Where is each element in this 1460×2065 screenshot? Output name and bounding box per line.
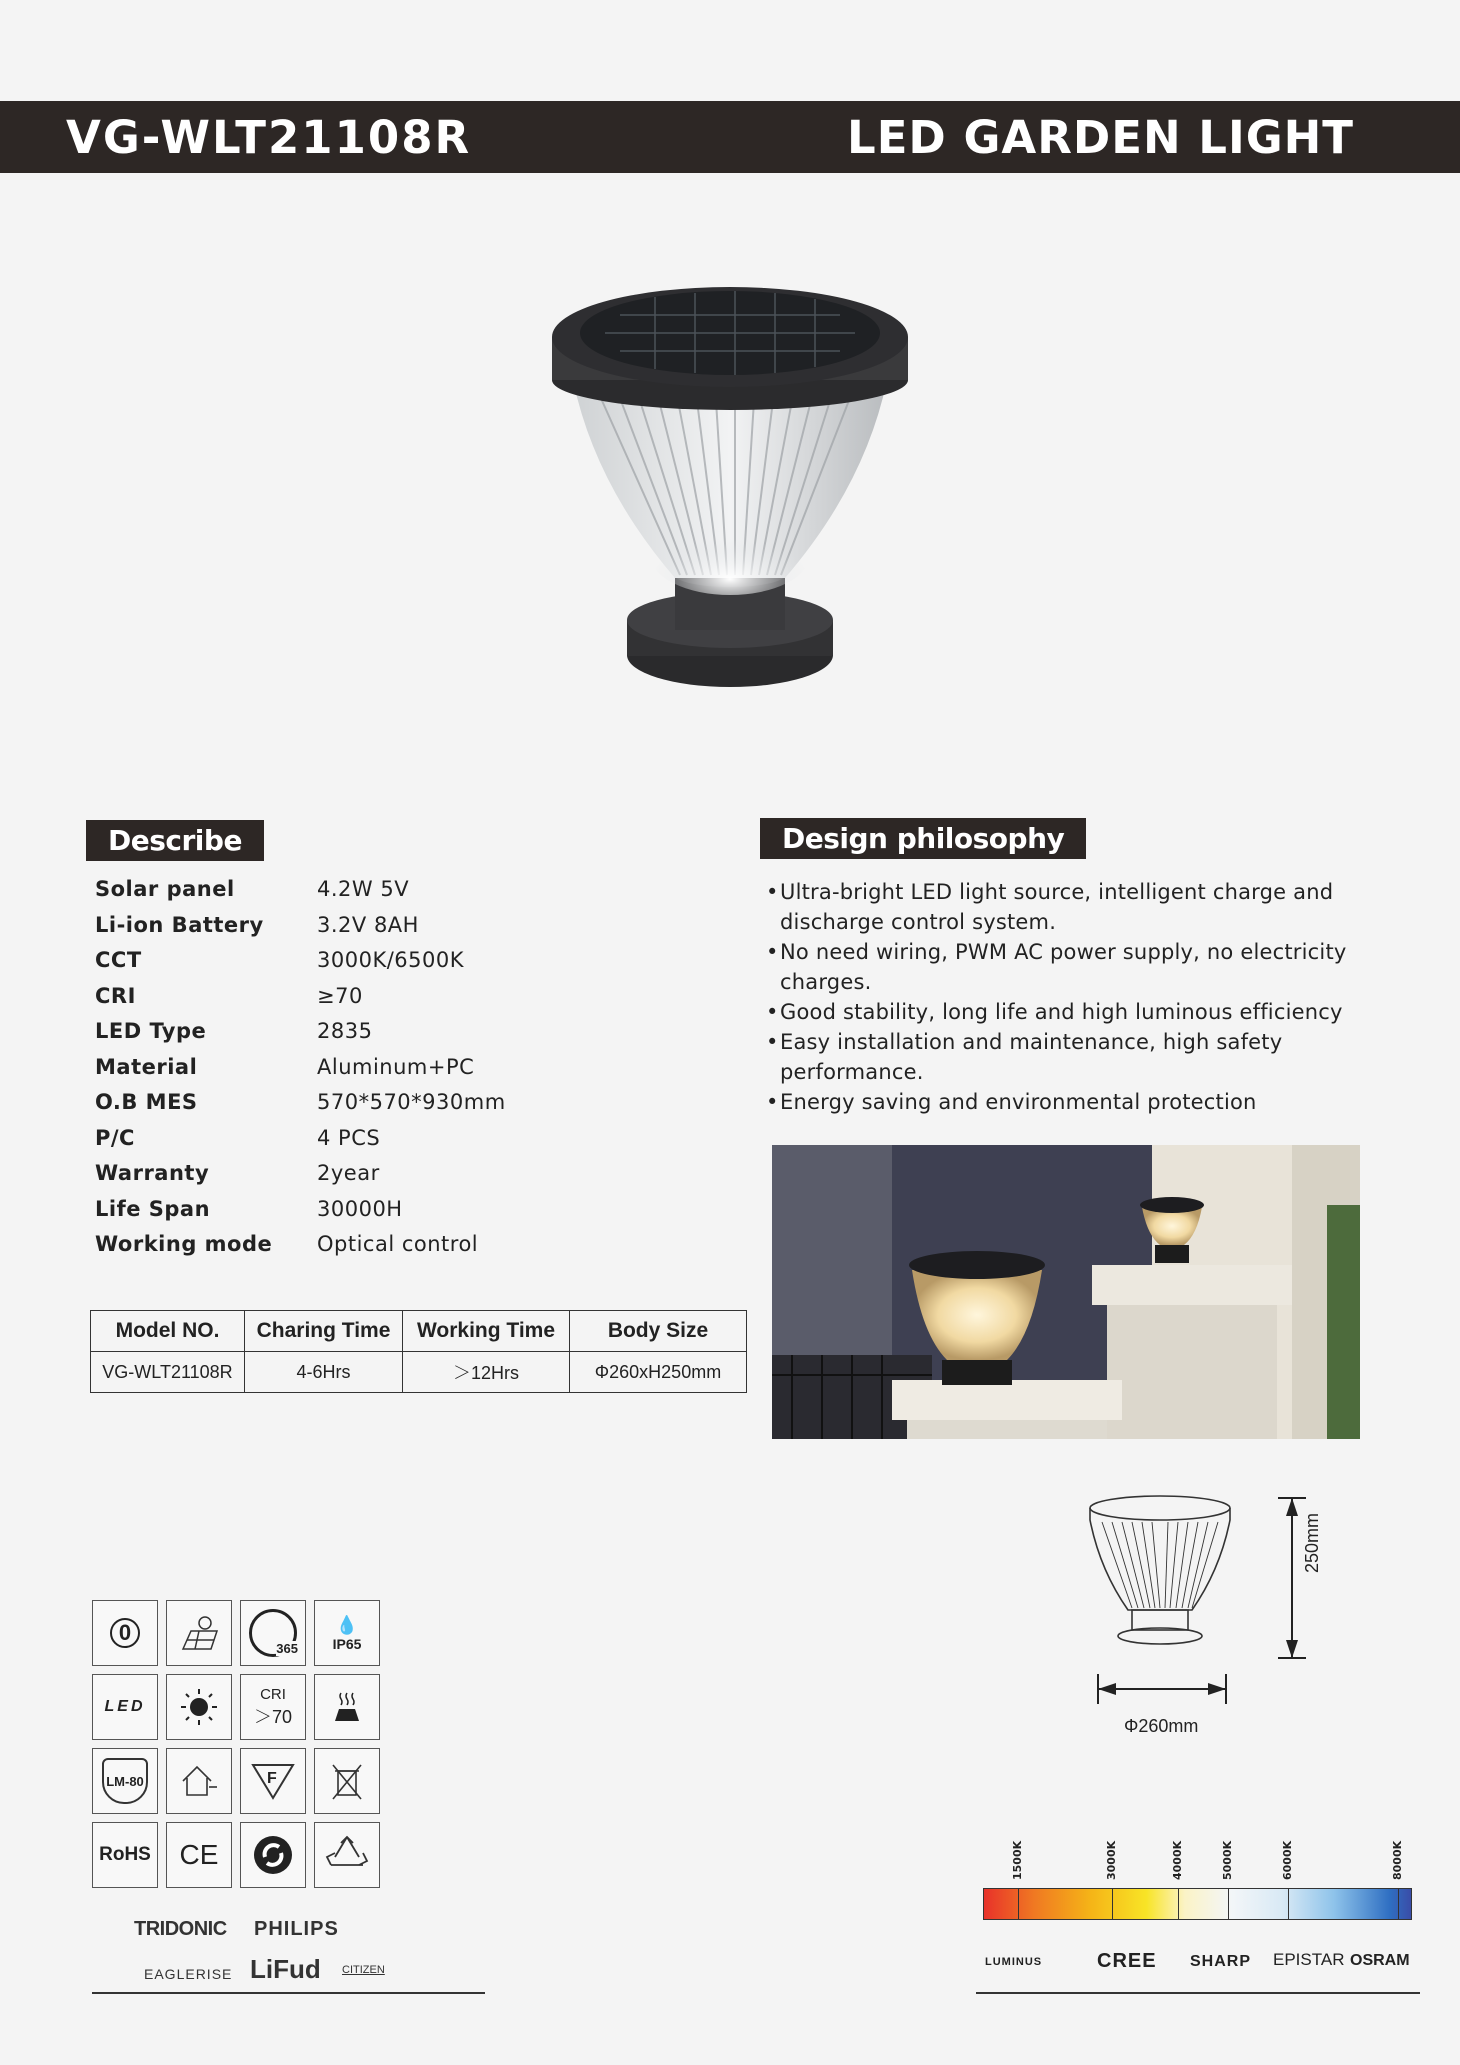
spec-value: 4.2W 5V	[317, 877, 410, 901]
design-bullet: • Ultra-bright LED light source, intelligent charge and discharge control system.	[762, 877, 1382, 937]
brand-osram: OSRAM	[1350, 1952, 1410, 1969]
spec-label: CCT	[95, 948, 142, 972]
design-bullets	[762, 877, 1382, 1117]
brand-philips: PHILIPS	[254, 1918, 339, 1940]
spec-label: Solar panel	[95, 877, 235, 901]
dimension-drawing	[1080, 1490, 1340, 1740]
table-cell: ＞12Hrs	[403, 1352, 570, 1393]
spec-label: P/C	[95, 1125, 135, 1150]
left-divider	[92, 1992, 485, 1994]
spec-row	[95, 913, 595, 947]
spec-label: Material	[95, 1054, 198, 1079]
model-table	[90, 1310, 747, 1393]
spec-label: Warranty	[95, 1161, 210, 1185]
spec-row	[95, 877, 595, 911]
product-image	[545, 285, 915, 695]
tick-label: 3000K	[1105, 1840, 1118, 1880]
spec-value: 3000K/6500K	[317, 948, 465, 972]
width-label: Φ260mm	[1124, 1716, 1199, 1736]
design-bullet: • Easy installation and maintenance, high safety performance.	[762, 1027, 1382, 1087]
tick-label: 5000K	[1221, 1840, 1234, 1880]
weee-bin-icon	[314, 1748, 380, 1814]
height-label: 250mm	[1302, 1512, 1322, 1573]
brand-lifud: LiFud	[250, 1954, 321, 1984]
tick-line	[1112, 1888, 1113, 1920]
table-header: Charing Time	[245, 1311, 403, 1352]
spec-label: Li-ion Battery	[95, 912, 264, 937]
recycle-icon	[314, 1822, 380, 1888]
tick-line	[1018, 1888, 1019, 1920]
model-number: VG-WLT21108R	[66, 111, 472, 164]
design-bullet: • Energy saving and environmental protection	[762, 1087, 1382, 1117]
brand-eaglerise: EAGLERISE	[144, 1966, 233, 1982]
scene-photo	[772, 1145, 1360, 1439]
table-row	[91, 1352, 747, 1393]
tick-line	[1228, 1888, 1229, 1920]
tick-line	[1178, 1888, 1179, 1920]
spec-label: LED Type	[95, 1019, 207, 1043]
spec-value: 4 PCS	[317, 1125, 381, 1150]
spec-row	[95, 948, 595, 982]
sun-sensor-icon	[166, 1674, 232, 1740]
spec-value: 30000H	[317, 1196, 403, 1221]
tick-line	[1398, 1888, 1399, 1920]
design-bullet: • No need wiring, PWM AC power supply, no electricity charges.	[762, 937, 1382, 997]
table-header: Body Size	[570, 1311, 747, 1352]
battery-zero-icon: 0	[92, 1600, 158, 1666]
table-cell: VG-WLT21108R	[91, 1352, 245, 1393]
brand-sharp: SHARP	[1190, 1953, 1252, 1970]
spec-label: O.B MES	[95, 1090, 198, 1114]
table-cell: Φ260xH250mm	[570, 1352, 747, 1393]
brand-luminus: LUMINUS	[985, 1956, 1043, 1968]
brand-citizen: CITIZEN	[342, 1964, 385, 1976]
heat-dissipation-icon	[314, 1674, 380, 1740]
spec-row	[95, 1126, 595, 1160]
rohs-icon: RoHS	[92, 1822, 158, 1888]
spec-row	[95, 1161, 595, 1195]
days-365-icon: 365	[240, 1600, 306, 1666]
table-header: Working Time	[403, 1311, 570, 1352]
spec-value: 3.2V 8AH	[317, 912, 419, 937]
spec-row	[95, 1197, 595, 1231]
table-header-row	[91, 1311, 747, 1352]
color-temp-bar	[983, 1888, 1412, 1920]
spec-label: Working mode	[95, 1232, 273, 1256]
tick-label: 4000K	[1171, 1840, 1184, 1880]
spec-value: 570*570*930mm	[317, 1090, 506, 1114]
spec-label: Life Span	[95, 1196, 211, 1221]
spec-value: 2year	[317, 1161, 380, 1185]
solar-panel-icon	[166, 1600, 232, 1666]
table-header: Model NO.	[91, 1311, 245, 1352]
cri-icon: CRI ＞70	[240, 1674, 306, 1740]
design-bullet: • Good stability, long life and high luminous efficiency	[762, 997, 1382, 1027]
brand-tridonic: TRIDONIC	[134, 1918, 227, 1940]
spec-label: CRI	[95, 983, 136, 1008]
spec-row	[95, 1055, 595, 1089]
spec-row	[95, 1019, 595, 1053]
ip65-icon: 💧 IP65	[314, 1600, 380, 1666]
header-bar	[0, 101, 1460, 173]
spec-value: ≥70	[317, 983, 363, 1008]
tick-label: 8000K	[1391, 1840, 1404, 1880]
brand-epistar: EPISTAR	[1273, 1950, 1345, 1969]
spec-row	[95, 1232, 595, 1266]
table-cell: 4-6Hrs	[245, 1352, 403, 1393]
product-title: LED GARDEN LIGHT	[847, 111, 1354, 164]
right-divider	[976, 1992, 1420, 1994]
spec-value: Optical control	[317, 1232, 479, 1256]
spec-row	[95, 984, 595, 1018]
f-mark-icon: F	[240, 1748, 306, 1814]
recycle-circle-icon	[240, 1822, 306, 1888]
spec-row	[95, 1090, 595, 1124]
brand-cree: CREE	[1097, 1950, 1157, 1972]
design-title: Design philosophy	[760, 818, 1086, 859]
ce-icon: CE	[166, 1822, 232, 1888]
lm80-icon: LM-80	[92, 1748, 158, 1814]
tick-label: 1500K	[1011, 1840, 1024, 1880]
spec-value: Aluminum+PC	[317, 1054, 475, 1079]
spec-value: 2835	[317, 1019, 373, 1043]
home-plug-icon	[166, 1748, 232, 1814]
tick-label: 6000K	[1281, 1840, 1294, 1880]
led-icon: LED	[92, 1674, 158, 1740]
tick-line	[1288, 1888, 1289, 1920]
describe-title: Describe	[86, 820, 264, 861]
